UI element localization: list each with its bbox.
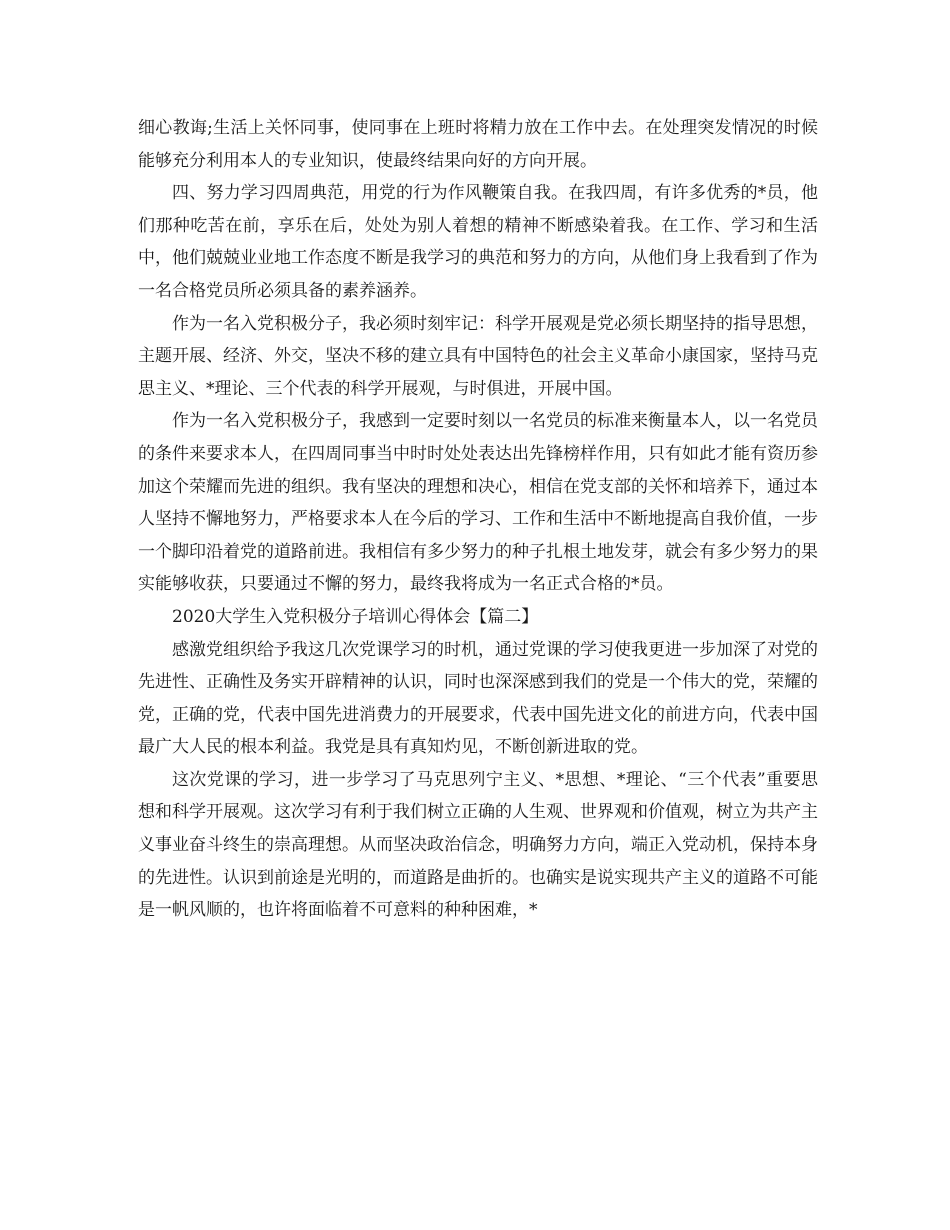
paragraph-remember: 作为一名入党积极分子，我必须时刻牢记：科学开展观是党必须长期坚持的指导思想，主题开展、经济、外交，坚决不移的建立具有中国特色的社会主义革命小康国家，坚持马克思主义、*理论、三个代表的科学开展观，与时俱进，开展中国。 <box>138 313 818 399</box>
paragraph-continued: 细心教诲;生活上关怀同事，使同事在上班时将精力放在工作中去。在处理突发情况的时候能够充分利用本人的专业知识，使最终结果向好的方向开展。 <box>138 118 818 171</box>
paragraph-party-standard: 作为一名入党积极分子，我感到一定要时刻以一名党员的标准来衡量本人，以一名党员的条件来要求本人，在四周同事当中时时处处表达出先锋榜样作用，只有如此才能有资历参加这个荣耀而先进的组织。我有坚决的理想和决心，相信在党支部的关怀和培养下，通过本人坚持不懈地努力，严格要求本人在今后的学习、工作和生活中不断地提高自我价值，一步一个脚印沿着党的道路前进。我相信有多少努力的种子扎根土地发芽，就会有多少努力的果实能够收获，只要通过不懈的努力，最终我将成为一名正式合格的*员。 <box>138 411 818 595</box>
paragraph-four-study-models: 四、努力学习四周典范，用党的行为作风鞭策自我。在我四周，有许多优秀的*员，他们那种吃苦在前，享乐在后，处处为别人着想的精神不断感染着我。在工作、学习和生活中，他们兢兢业业地工作态度不断是我学习的典范和努力的方向，从他们身上我看到了作为一名合格党员所必须具备的素养涵养。 <box>138 183 818 301</box>
section-heading: 2020大学生入党积极分子培训心得体会【篇二】 <box>172 606 539 627</box>
paragraph-thanks: 感激党组织给予我这几次党课学习的时机，通过党课的学习使我更进一步加深了对党的先进性、正确性及务实开辟精神的认识，同时也深深感到我们的党是一个伟大的党，荣耀的党，正确的党，代表中国先进消费力的开展要求，代表中国先进文化的前进方向，代表中国最广大人民的根本利益。我党是具有真知灼见，不断创新进取的党。 <box>138 639 818 758</box>
paragraph-study-lessons: 这次党课的学习，进一步学习了马克思列宁主义、*思想、*理论、“三个代表”重要思想和科学开展观。这次学习有利于我们树立正确的人生观、世界观和价值观，树立为共产主义事业奋斗终生的崇高理想。从而坚决政治信念，明确努力方向，端正入党动机，保持本身的先进性。认识到前途是光明的，而道路是曲折的。也确实是说实现共产主义的道路不可能是一帆风顺的，也许将面临着不可意料的种种困难，* <box>138 769 818 921</box>
document-body <box>138 112 818 927</box>
